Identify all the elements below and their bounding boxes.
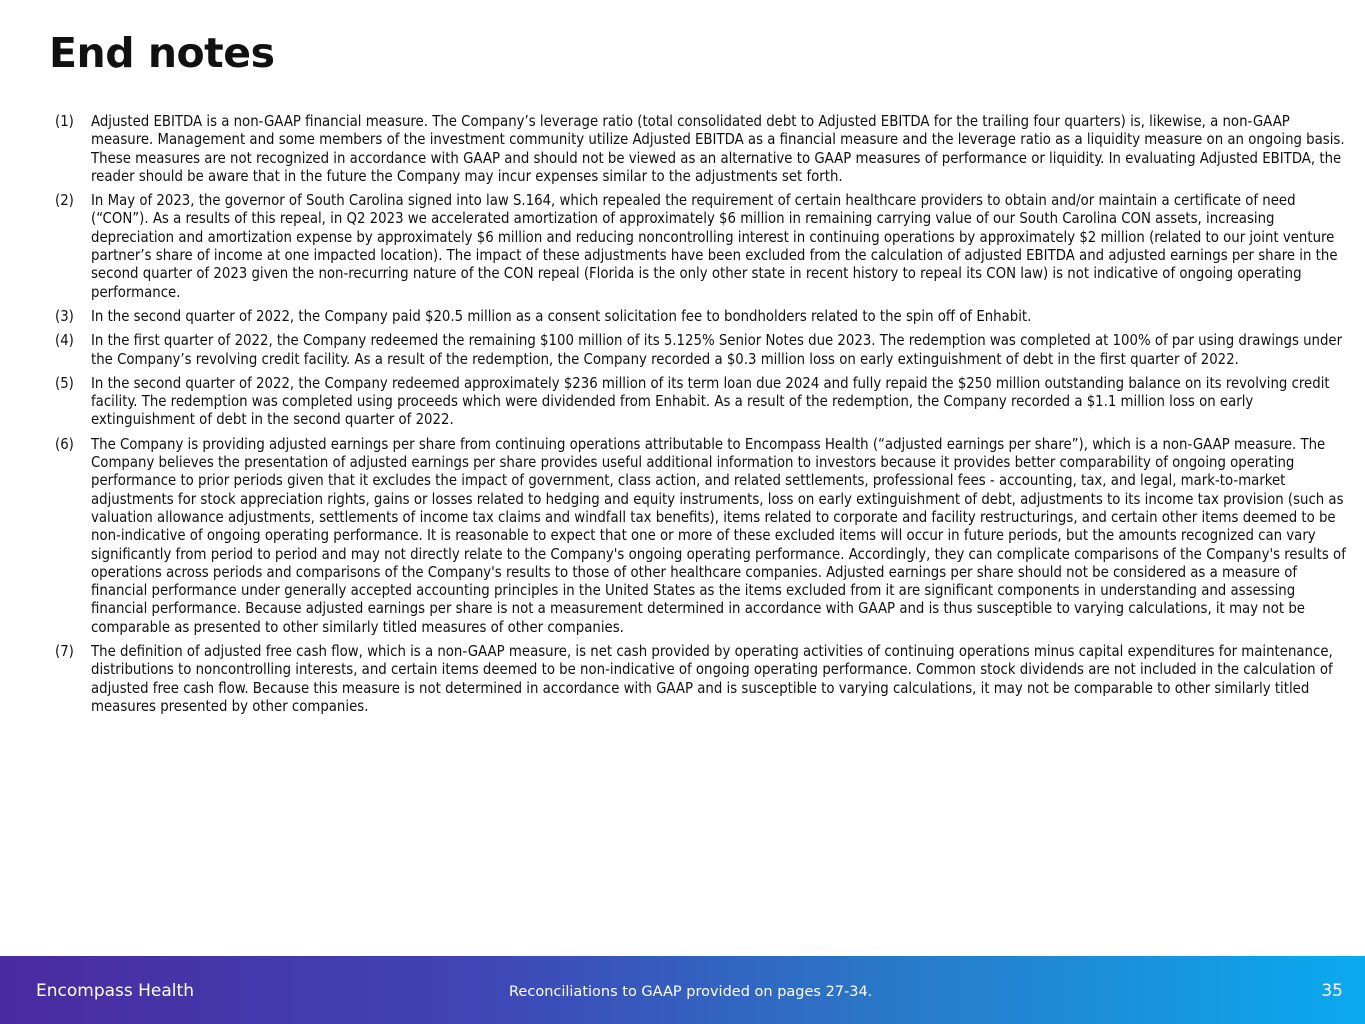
end-note-number: (2) (55, 192, 74, 210)
end-note-text: In May of 2023, the governor of South Carolina signed into law S.164, which repealed the requirement of certain healthcare providers to obtain and/or maintain a certificate of need (“CON”). As a results of this repeal, in Q2 2023 we accelerated amortization of approximately $6 million in remaining carrying value of our South Carolina CON assets, increasing depreciation and amortization expense by approximately $6 million and reducing noncontrolling interest in continuing operations by approximately $2 million (related to our joint venture partner’s share of income at one impacted location). The impact of these adjustments have been excluded from the calculation of adjusted EBITDA and adjusted earnings per share in the second quarter of 2023 given the non-recurring nature of the CON repeal (Florida is the only other state in recent history to repeal its CON law) is not indicative of ongoing operating performance. (91, 192, 1338, 301)
end-note-text: In the first quarter of 2022, the Company redeemed the remaining $100 million of its 5.125% Senior Notes due 2023. The redemption was completed at 100% of par using drawings under the Company’s revolving credit facility. As a result of the redemption, the Company recorded a $0.3 million loss on early extinguishment of debt in the first quarter of 2022. (91, 332, 1343, 368)
end-note-3 (55, 308, 1347, 326)
end-note-text: In the second quarter of 2022, the Company paid $20.5 million as a consent solicitation fee to bondholders related to the spin off of Enhabit. (91, 307, 1032, 325)
end-note-6 (55, 436, 1347, 637)
end-note-4 (55, 332, 1347, 369)
end-note-number: (6) (55, 435, 74, 453)
end-notes-list (55, 113, 1347, 722)
page-number: 35 (1321, 981, 1343, 1001)
end-note-text: Adjusted EBITDA is a non-GAAP financial measure. The Company’s leverage ratio (total consolidated debt to Adjusted EBITDA for the trailing four quarters) is, likewise, a non-GAAP measure. Management and some members of the investment community utilize Adjusted EBITDA as a financial measure and the leverage ratio as a liquidity measure on an ongoing basis. These measures are not recognized in accordance with GAAP and should not be viewed as an alternative to GAAP measures of performance or liquidity. In evaluating Adjusted EBITDA, the reader should be aware that in the future the Company may incur expenses similar to the adjustments set forth. (91, 113, 1345, 185)
page-title: End notes (49, 29, 275, 77)
end-note-5 (55, 375, 1347, 430)
end-note-text: The definition of adjusted free cash flow, which is a non-GAAP measure, is net cash provided by operating activities of continuing operations minus capital expenditures for maintenance, distributions to noncontrolling interests, and certain items deemed to be non-indicative of ongoing operating performance. Common stock dividends are not included in the calculation of adjusted free cash flow. Because this measure is not determined in accordance with GAAP and is susceptible to varying calculations, it may not be comparable to other similarly titled measures presented by other companies. (91, 643, 1333, 715)
footer-bar (0, 956, 1365, 1024)
footer-brand-name: Encompass Health (36, 981, 194, 1001)
end-note-text: In the second quarter of 2022, the Company redeemed approximately $236 million of its term loan due 2024 and fully repaid the $250 million outstanding balance on its revolving credit facility. The redemption was completed using proceeds which were dividended from Enhabit. As a result of the redemption, the Company recorded a $1.1 million loss on early extinguishment of debt in the second quarter of 2022. (91, 374, 1330, 429)
end-note-text: The Company is providing adjusted earnings per share from continuing operations attributable to Encompass Health (“adjusted earnings per share”), which is a non-GAAP measure. The Company believes the presentation of adjusted earnings per share provides useful additional information to investors because it provides better comparability of ongoing operating performance to prior periods given that it excludes the impact of government, class action, and related settlements, professional fees - accounting, tax, and legal, mark-to-market adjustments for stock appreciation rights, gains or losses related to hedging and equity instruments, loss on early extinguishment of debt, adjustments to its income tax provision (such as valuation allowance adjustments, settlements of income tax claims and windfall tax benefits), items related to corporate and facility restructurings, and certain other items deemed to be non-indicative of ongoing operating performance. It is reasonable to expect that one or more of these excluded items will occur in future periods, but the amounts recognized can vary significantly from period to period and may not directly relate to the Company's ongoing operating performance. Accordingly, they can complicate comparisons of the Company's results of operations across periods and comparisons of the Company's results to those of other healthcare companies. Adjusted earnings per share should not be considered as a measure of financial performance under generally accepted accounting principles in the United States as the items excluded from it are significant components in understanding and assessing financial performance. Because adjusted earnings per share is not a measurement determined in accordance with GAAP and is thus susceptible to varying calculations, it may not be comparable as presented to other similarly titled measures of other companies. (91, 435, 1346, 636)
end-note-1 (55, 113, 1347, 186)
end-note-number: (3) (55, 307, 74, 325)
end-note-number: (4) (55, 332, 74, 350)
end-note-number: (5) (55, 374, 74, 392)
end-note-number: (7) (55, 643, 74, 661)
end-note-number: (1) (55, 113, 74, 130)
end-note-7 (55, 643, 1347, 716)
footer-reconciliation-note: Reconciliations to GAAP provided on pages 27-34. (509, 984, 873, 1000)
end-note-2 (55, 192, 1347, 302)
